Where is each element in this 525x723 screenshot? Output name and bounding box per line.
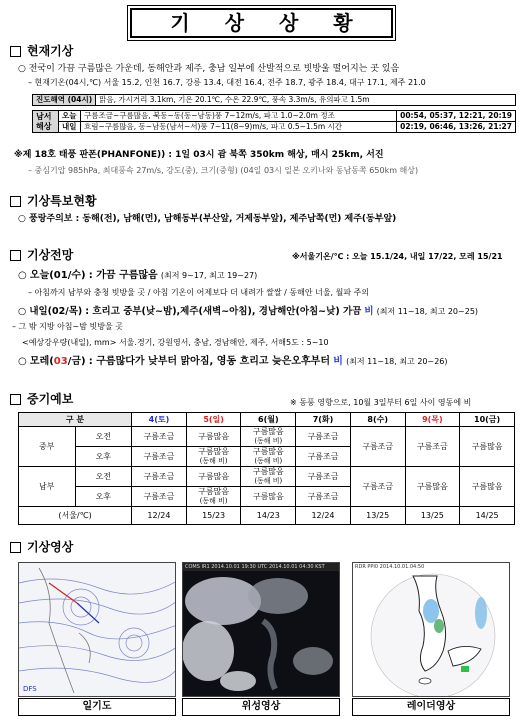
weekly-note: ※ 동풍 영향으로, 10월 3일부터 6일 사이 영동에 비 <box>290 398 472 407</box>
tomorrow-forecast-detail: – 그 밖 지방 아침~밤 빗방울 곳 <box>12 322 123 331</box>
forecast-cell: 구름조금 <box>296 427 351 447</box>
satellite-header: COMS IR1 2014.10.01 19:30 UTC 2014.10.01 04:30 KST <box>183 563 339 571</box>
forecast-cell: 구름많음 <box>460 427 515 467</box>
caption-radar: 레이더영상 <box>352 698 510 716</box>
region-central: 중부 <box>19 427 76 467</box>
section-weekly <box>10 392 73 407</box>
today-tide: 00:54, 05:37, 12:21, 20:19 <box>397 111 516 122</box>
section-heading: 기상전망 <box>27 248 74 262</box>
pm-label: 오후 <box>75 487 132 507</box>
forecast-cell: 구름조금 <box>405 427 460 467</box>
seoul-temp-cell: 14/25 <box>460 507 515 525</box>
forecast-cell: 구름조금 <box>350 427 405 467</box>
seoul-temp-label: (서울/℃) <box>19 507 132 525</box>
forecast-cell: 구름조금 <box>132 487 187 507</box>
region-south: 남부 <box>19 467 76 507</box>
forecast-cell: 구름많음 <box>186 427 241 447</box>
section-heading: 기상특보현황 <box>27 194 97 208</box>
checkbox-icon <box>10 196 21 207</box>
typhoon-detail: – 중심기압 985hPa, 최대풍속 27m/s, 강도(중), 크기(중형) (04일 03시 일본 오키나와 동남동쪽 650km 해상) <box>28 166 419 175</box>
section-current-weather <box>10 44 73 59</box>
seoul-temp-cell: 12/24 <box>132 507 187 525</box>
current-temps: – 현재기온(04시,℃) 서울 15.2, 인천 16.7, 강릉 13.4, 대전 16.4, 전주 18.7, 광주 18.4, 대구 17.1, 제주 21.0 <box>28 78 426 87</box>
jindo-label: 진도해역 (04시) <box>33 95 96 106</box>
radar-drawing <box>353 571 510 697</box>
satellite-image <box>182 562 340 697</box>
forecast-cell: 구름많음 (동해 비) <box>186 447 241 467</box>
forecast-cell: 구름많음 <box>241 487 296 507</box>
seoul-temp-note: ※서울기온/℃ : 오늘 15.1/24, 내일 17/22, 모레 15/21 <box>292 252 503 261</box>
expected-precip: <예상강우량(내일), mm> 서울.경기, 강원영서, 충남, 경남해안, 제주, 서해5도 : 5~10 <box>22 338 329 347</box>
am-label: 오전 <box>75 427 132 447</box>
checkbox-icon <box>10 46 21 57</box>
section-heading: 중기예보 <box>27 392 74 406</box>
caption-satellite: 위성영상 <box>182 698 340 716</box>
today-forecast-detail: – 아침까지 남부와 충청 빗방울 곳 / 아침 기온이 어제보다 더 내려가 쌀쌀 / 동해안 너울, 월파 주의 <box>28 288 370 297</box>
section-images <box>10 540 73 555</box>
tomorrow-forecast: ○ 내일(02/목) : 흐리고 중부(낮~밤),제주(새벽~아침), 경남해안(아침~낮) 가끔 비 (최저 11~18, 최고 20~25) <box>18 306 479 317</box>
satellite-drawing <box>183 571 340 697</box>
section-heading: 기상영상 <box>27 540 74 554</box>
radar-image <box>352 562 510 697</box>
seoul-temp-cell: 14/23 <box>241 507 296 525</box>
seoul-temp-cell: 13/25 <box>405 507 460 525</box>
checkbox-icon <box>10 542 21 553</box>
checkbox-icon <box>10 394 21 405</box>
weather-map-drawing <box>19 563 176 697</box>
forecast-cell: 구름많음 (동해 비) <box>186 487 241 507</box>
caption-weather-chart: 일기도 <box>18 698 176 716</box>
today-forecast: ○ 오늘(01/수) : 가끔 구름많음 (최저 9~17, 최고 19~27) <box>18 270 258 281</box>
forecast-cell: 구름조금 <box>132 467 187 487</box>
forecast-cell: 구름조금 <box>296 447 351 467</box>
day-header: 10(금) <box>460 413 515 427</box>
day-header: 8(수) <box>350 413 405 427</box>
day-header: 5(일) <box>186 413 241 427</box>
day-header: 9(목) <box>405 413 460 427</box>
typhoon-info: ※제 18호 태풍 판폰(PHANFONE)) : 1일 03시 괌 북쪽 350km 해상, 매시 25km, 서진 <box>14 150 384 160</box>
weather-chart-image <box>18 562 176 697</box>
seoul-temp-cell: 15/23 <box>186 507 241 525</box>
section-heading: 현재기상 <box>27 44 74 58</box>
dayafter-forecast: ○ 모레(03/금) : 구름많다가 낮부터 맑아짐, 영동 흐리고 늦은오후부터 비 (최저 11~18, 최고 20~26) <box>18 356 448 367</box>
forecast-cell: 구름많음 (동해 비) <box>241 427 296 447</box>
section-forecast <box>10 248 73 263</box>
forecast-cell: 구름조금 <box>350 467 405 507</box>
current-summary: ○ 전국이 가끔 구름많은 가운데, 동해안과 제주, 충남 일부에 산발적으로 빗방울 떨어지는 곳 있음 <box>18 64 400 74</box>
jindo-text: 맑음, 가시거리 3.1km, 기온 20.1℃, 수온 22.9℃, 풍속 3.3m/s, 유의파고 1.5m <box>96 95 516 106</box>
checkbox-icon <box>10 250 21 261</box>
forecast-cell: 구름조금 <box>132 447 187 467</box>
forecast-cell: 구름많음 <box>405 467 460 507</box>
tomorrow-marine: 흐림~구름많음, 동~남동(남서~서)풍 7~11(8~9)m/s, 파고 0.5~1.5m 시간 <box>81 122 397 133</box>
day-header: 4(토) <box>132 413 187 427</box>
forecast-cell: 구름조금 <box>132 427 187 447</box>
tomorrow-label: 내일 <box>59 122 81 133</box>
today-marine: 구름조금~구름많음, 북동~동(동~남동)풍 7~12m/s, 파고 1.0~2.0m 정조 <box>81 111 397 122</box>
seoul-temp-cell: 12/24 <box>296 507 351 525</box>
southwest-label: 남서 해상 <box>33 111 59 133</box>
southwest-sea-table <box>32 110 516 133</box>
forecast-cell: 구름많음 <box>186 467 241 487</box>
tomorrow-tide: 02:19, 06:46, 13:26, 21:27 <box>397 122 516 133</box>
forecast-cell: 구름많음 (동해 비) <box>241 447 296 467</box>
section-special-reports <box>10 194 97 209</box>
day-header: 7(화) <box>296 413 351 427</box>
am-label: 오전 <box>75 467 132 487</box>
pm-label: 오후 <box>75 447 132 467</box>
forecast-cell: 구름많음 (동해 비) <box>241 467 296 487</box>
weekly-forecast-table <box>18 412 515 525</box>
today-label: 오늘 <box>59 111 81 122</box>
day-header: 6(월) <box>241 413 296 427</box>
special-report-line: ○ 풍랑주의보 : 동해(전), 남해(먼), 남해동부(부산앞, 거제동부앞), 제주남쪽(먼) 제주(동부앞) <box>18 214 397 224</box>
col-header: 구 분 <box>19 413 132 427</box>
forecast-cell: 구름조금 <box>296 487 351 507</box>
dfs-logo: DFS <box>23 685 37 693</box>
forecast-cell: 구름조금 <box>296 467 351 487</box>
seoul-temp-cell: 13/25 <box>350 507 405 525</box>
radar-header: RDR PPI0 2014.10.01.04:50 <box>355 564 425 570</box>
forecast-cell: 구름많음 <box>460 467 515 507</box>
marine-obs-table <box>32 94 516 106</box>
page-title: 기 상 상 황 <box>130 8 393 38</box>
